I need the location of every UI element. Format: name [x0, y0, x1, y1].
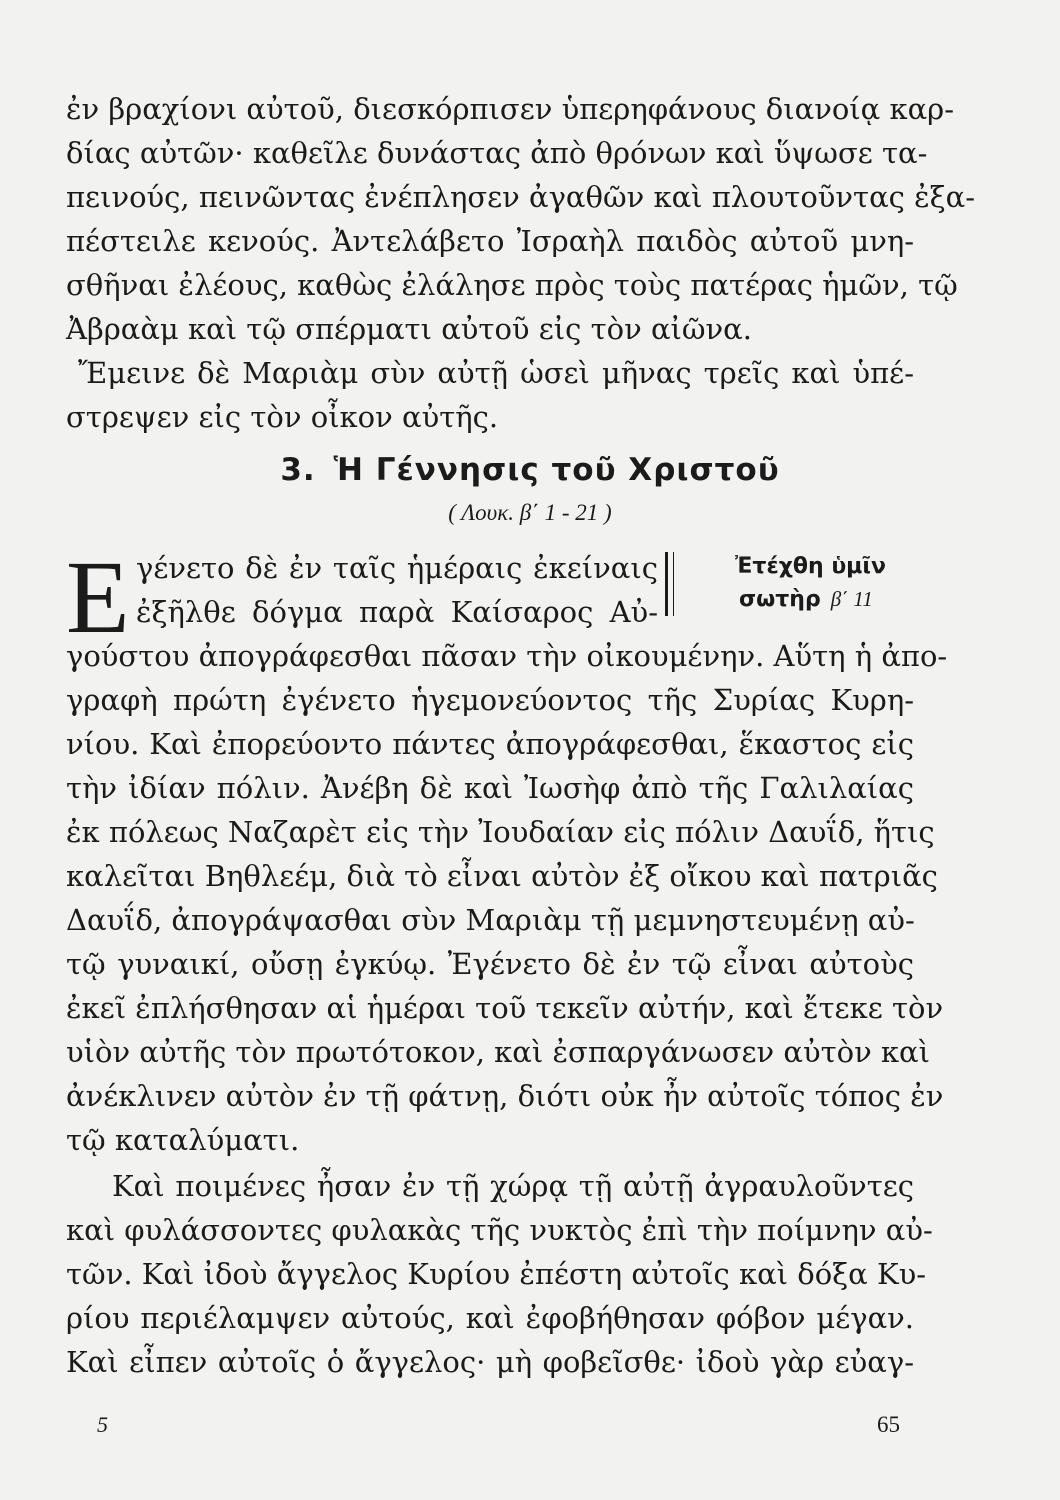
margin-note — [735, 550, 886, 616]
text-line: ἐν βραχίονι αὐτοῦ, διεσκόρπισεν ὑπερηφάνους διανοίᾳ καρ- — [66, 92, 955, 126]
section-heading — [0, 452, 1060, 488]
text-line: Δαυΐδ, ἀπογράψασθαι σὺν Μαριὰμ τῇ μεμνηστευμένῃ αὐ- — [66, 903, 915, 937]
text-line: ρίου περιέλαμψεν αὐτούς, καὶ ἐφοβήθησαν φόβον μέγαν. — [66, 1301, 914, 1335]
section-title: Ἡ Γέννησις τοῦ Χριστοῦ — [333, 452, 780, 488]
text-line: Ἔμεινε δὲ Μαριὰμ σὺν αὐτῇ ὡσεὶ μῆνας τρεῖς καὶ ὑπέ- — [78, 356, 914, 390]
text-line: πέστειλε κενούς. Ἀντελάβετο Ἰσραὴλ παιδὸς αὐτοῦ μνη- — [66, 224, 914, 258]
text-line: υἱὸν αὐτῆς τὸν πρωτότοκον, καὶ ἐσπαργάνωσεν αὐτὸν καὶ — [66, 1035, 931, 1069]
text-line: τῶν. Καὶ ἰδοὺ ἄγγελος Κυρίου ἐπέστη αὐτοῖς καὶ δόξα Κυ- — [66, 1257, 927, 1291]
text-line: σθῆναι ἐλέους, καθὼς ἐλάλησε πρὸς τοὺς πατέρας ἡμῶν, τῷ — [66, 268, 958, 302]
drop-cap: Ε — [66, 540, 130, 655]
text-line: γραφὴ πρώτη ἐγένετο ἡγεμονεύοντος τῆς Συρίας Κυρη- — [66, 683, 914, 717]
margin-rule — [665, 552, 668, 616]
margin-rule-thin — [673, 552, 674, 616]
text-line: δίας αὐτῶν· καθεῖλε δυνάστας ἀπὸ θρόνων καὶ ὕψωσε τα- — [66, 136, 928, 170]
text-line: Καὶ εἶπεν αὐτοῖς ὁ ἄγγελος· μὴ φοβεῖσθε· ἰδοὺ γὰρ εὐαγ- — [66, 1345, 914, 1379]
margin-note-line: Ἐτέχθη ὑμῖν — [735, 554, 886, 579]
text-line: πεινούς, πεινῶντας ἐνέπλησεν ἀγαθῶν καὶ πλουτοῦντας ἐξα- — [66, 180, 976, 214]
section-number: 3. — [280, 452, 316, 488]
text-line: νίου. Καὶ ἐπορεύοντο πάντες ἀπογράφεσθαι, ἕκαστος εἰς — [66, 727, 914, 761]
text-line: ἐκεῖ ἐπλήσθησαν αἱ ἡμέραι τοῦ τεκεῖν αὐτήν, καὶ ἔτεκε τὸν — [66, 991, 944, 1025]
text-line: τῷ γυναικί, οὔσῃ ἐγκύῳ. Ἐγένετο δὲ ἐν τῷ εἶναι αὐτοὺς — [66, 947, 914, 981]
page-number: 65 — [877, 1412, 900, 1437]
margin-note-line — [735, 583, 886, 616]
text-line: Καὶ ποιμένες ἦσαν ἐν τῇ χώρᾳ τῇ αὐτῇ ἀγραυλοῦντες — [112, 1169, 914, 1203]
text-line: ἀνέκλινεν αὐτὸν ἐν τῇ φάτνῃ, διότι οὐκ ἦν αὐτοῖς τόπος ἐν — [66, 1079, 944, 1113]
scripture-reference: ( Λουκ. β΄ 1 - 21 ) — [448, 500, 612, 525]
text-line: καλεῖται Βηθλεέμ, διὰ τὸ εἶναι αὐτὸν ἐξ οἴκου καὶ πατριᾶς — [66, 859, 938, 893]
text-line: γούστου ἀπογράφεσθαι πᾶσαν τὴν οἰκουμένην. Αὕτη ἡ ἀπο- — [66, 639, 948, 673]
text-line: Ἀβραὰμ καὶ τῷ σπέρματι αὐτοῦ εἰς τὸν αἰῶνα. — [66, 312, 752, 346]
text-line: καὶ φυλάσσοντες φυλακὰς τῆς νυκτὸς ἐπὶ τὴν ποίμνην αὐ- — [66, 1213, 933, 1247]
text-line: ἐξῆλθε δόγμα παρὰ Καίσαρος Αὐ- — [136, 595, 658, 629]
signature-mark: 5 — [97, 1412, 108, 1437]
text-line: στρεψεν εἰς τὸν οἶκον αὐτῆς. — [66, 400, 499, 434]
margin-note-reference: β΄ 11 — [830, 587, 873, 611]
text-line: τῷ καταλύματι. — [66, 1123, 300, 1157]
text-line: ἐκ πόλεως Ναζαρὲτ εἰς τὴν Ἰουδαίαν εἰς πόλιν Δαυΐδ, ἥτις — [66, 815, 935, 849]
margin-note-word: σωτὴρ — [739, 587, 821, 612]
text-line: γένετο δὲ ἐν ταῖς ἡμέραις ἐκείναις — [136, 551, 658, 585]
text-line: τὴν ἰδίαν πόλιν. Ἀνέβη δὲ καὶ Ἰωσὴφ ἀπὸ τῆς Γαλιλαίας — [66, 771, 914, 805]
